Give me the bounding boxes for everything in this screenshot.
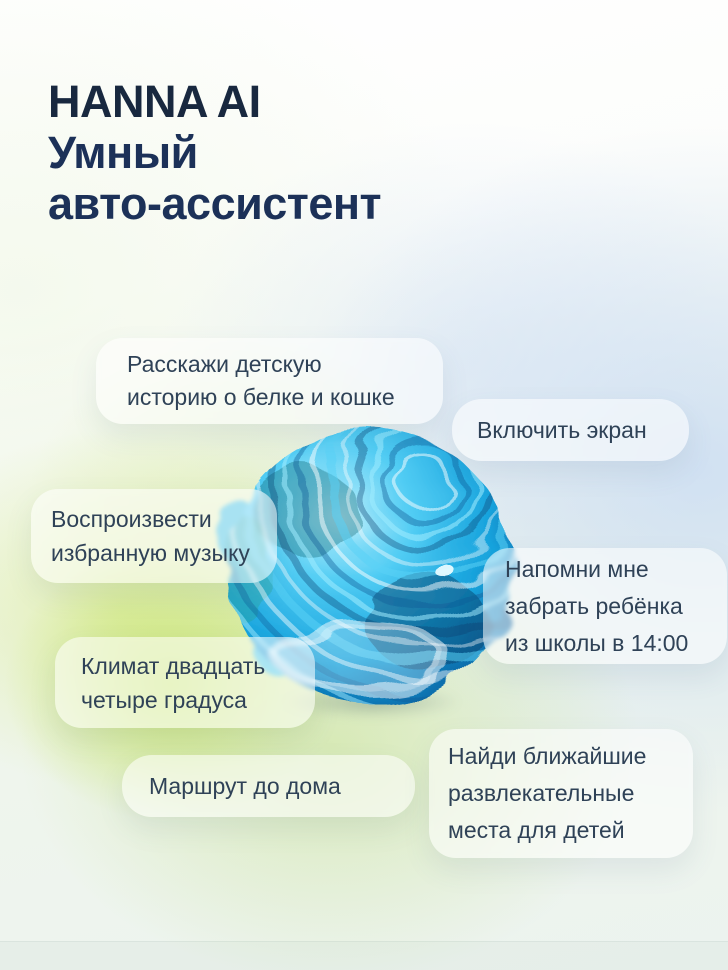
voice-command-bubble-story (96, 338, 443, 424)
voice-command-bubble-music (31, 489, 277, 583)
voice-command-bubble-route-home (122, 755, 415, 817)
bubble-line: из школы в 14:00 (505, 629, 689, 656)
bubble-line: Воспроизвести (51, 506, 212, 532)
voice-command-bubble-climate (55, 637, 315, 728)
bubble-line: историю о белке и кошке (127, 384, 395, 410)
bubble-line: Найди ближайшие (448, 743, 647, 769)
bubble-line: Включить экран (477, 417, 647, 443)
bubble-line: забрать ребёнка (505, 592, 683, 619)
voice-command-bubble-reminder (483, 548, 727, 664)
page-title (48, 76, 381, 229)
subtitle-line-2: авто-ассистент (48, 178, 382, 229)
brand-title: HANNA AI (48, 76, 261, 127)
bubble-line: развлекательные (448, 780, 635, 806)
glow-dot (439, 565, 456, 582)
voice-command-bubble-screen-on (452, 399, 689, 461)
subtitle-line-1: Умный (48, 127, 198, 178)
bubble-line: Маршрут до дома (149, 773, 341, 799)
bubble-line: Напомни мне (505, 555, 649, 582)
bottom-band (0, 941, 728, 970)
voice-command-bubble-kids-places (429, 729, 693, 858)
bubble-line: Климат двадцать (81, 652, 266, 679)
bubble-line: четыре градуса (81, 686, 247, 713)
bubble-line: избранную музыку (51, 540, 250, 566)
bubble-line: Расскажи детскую (127, 351, 322, 377)
bubble-line: места для детей (448, 817, 625, 843)
